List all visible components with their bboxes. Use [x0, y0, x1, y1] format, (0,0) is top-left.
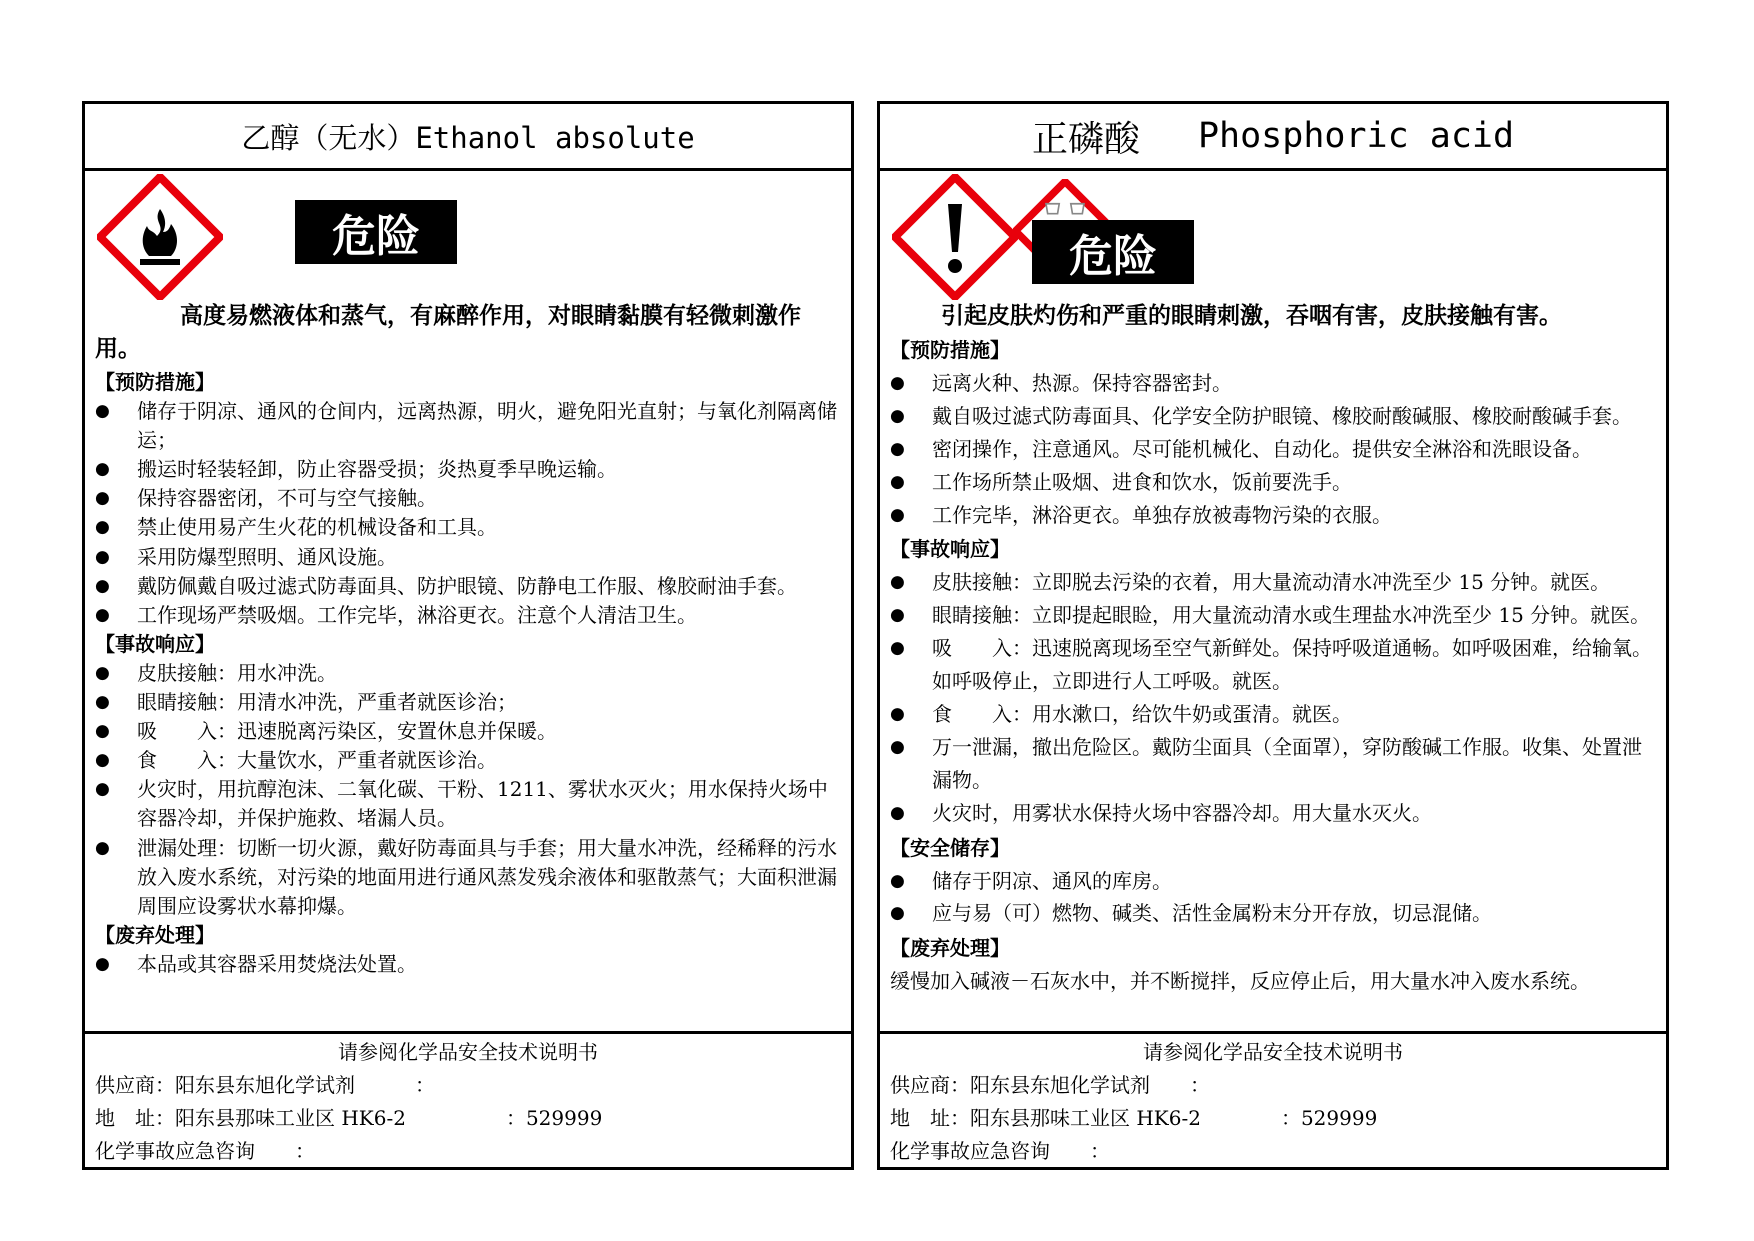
exclamation-icon [892, 174, 1018, 300]
list-item: ● 保持容器密闭，不可与空气接触。 [95, 486, 437, 511]
signal-word: 危险 [295, 200, 457, 264]
list-item: ● 眼睛接触：立即提起眼睑，用大量流动清水或生理盐水冲洗至少 15 分钟。就医。 [890, 603, 1651, 628]
signal-word: 危险 [1032, 220, 1194, 284]
section-title: 【安全储存】 [890, 835, 1010, 860]
list-item: ● 应与易（可）燃物、碱类、活性金属粉末分开存放，切忌混储。 [890, 901, 1492, 926]
phosphoric-acid-label [877, 101, 1669, 1170]
list-item: ● 远离火种、热源。保持容器密封。 [890, 370, 1232, 395]
list-item: ● 工作完毕，淋浴更衣。单独存放被毒物污染的衣服。 [890, 502, 1392, 527]
label-footer [85, 1031, 851, 1167]
disposal-text: 缓慢加入碱液－石灰水中，并不断搅拌，反应停止后，用大量水冲入废水系统。 [890, 969, 1590, 994]
section-title: 【废弃处理】 [95, 922, 215, 947]
section-title: 【事故响应】 [95, 631, 215, 656]
address-line: 地 址：阳东县那味工业区 HK6-2 ：529999 [890, 1106, 1378, 1130]
hazard-statement: 高度易燃液体和蒸气，有麻醉作用，对眼睛黏膜有轻微刺激作用。 [95, 303, 801, 362]
list-item: ● 泄漏处理：切断一切火源，戴好防毒面具与手套；用大量水冲洗，经稀释的污水放入废水系统，对污染的地面用进行通风蒸发残余液体和驱散蒸气；大面积泄漏周围应设雾状水幕抑爆。 [95, 835, 837, 918]
label-content [890, 300, 1660, 998]
list-item: ● 吸 入：迅速脱离污染区，安置休息并保暖。 [95, 719, 557, 744]
list-item: ● 禁止使用易产生火花的机械设备和工具。 [95, 515, 497, 540]
sds-reference: 请参阅化学品安全技术说明书 [338, 1040, 598, 1064]
list-item: ● 火灾时，用雾状水保持火场中容器冷却。用大量水灭火。 [890, 800, 1432, 825]
flame-icon [97, 174, 223, 300]
list-item: ● 食 入：用水漱口，给饮牛奶或蛋清。就医。 [890, 701, 1352, 726]
list-item: ● 工作现场严禁吸烟。工作完毕，淋浴更衣。注意个人清洁卫生。 [95, 602, 697, 627]
list-item: ● 戴防佩戴自吸过滤式防毒面具、防护眼镜、防静电工作服、橡胶耐油手套。 [95, 573, 797, 598]
hazard-statement: 引起皮肤灼伤和严重的眼睛刺激，吞咽有害，皮肤接触有害。 [941, 303, 1562, 329]
supplier-line: 供应商：阳东县东旭化学试剂 ： [890, 1073, 1210, 1097]
section-title: 【事故响应】 [890, 537, 1010, 562]
list-item: ● 眼睛接触：用清水冲洗，严重者就医诊治； [95, 690, 517, 715]
list-item: ● 食 入：大量饮水，严重者就医诊治。 [95, 748, 497, 773]
sds-reference: 请参阅化学品安全技术说明书 [1143, 1040, 1403, 1064]
list-item: ● 储存于阴凉、通风的库房。 [890, 868, 1172, 893]
list-item: ● 万一泄漏，撤出危险区。戴防尘面具（全面罩），穿防酸碱工作服。收集、处置泄漏物。 [890, 734, 1642, 792]
supplier-line: 供应商：阳东县东旭化学试剂 ： [95, 1073, 435, 1097]
section-title: 【废弃处理】 [890, 936, 1010, 961]
list-item: ● 储存于阴凉、通风的仓间内，远离热源，明火，避免阳光直射；与氧化剂隔离储运； [95, 399, 837, 453]
list-item: ● 搬运时轻装轻卸，防止容器受损；炎热夏季早晚运输。 [95, 457, 617, 482]
ethanol-label [82, 101, 854, 1170]
label-title [880, 104, 1666, 171]
label-footer [880, 1031, 1666, 1167]
label-content [95, 300, 845, 979]
title-cn: 正磷酸 [1031, 118, 1140, 160]
list-item: ● 皮肤接触：立即脱去污染的衣着，用大量流动清水冲洗至少 15 分钟。就医。 [890, 570, 1611, 595]
section-title: 【预防措施】 [890, 338, 1010, 362]
list-item: ● 密闭操作，注意通风。尽可能机械化、自动化。提供安全淋浴和洗眼设备。 [890, 436, 1592, 461]
list-item: ● 本品或其容器采用焚烧法处置。 [95, 951, 417, 976]
title-text: 乙醇（无水）Ethanol absolute [241, 120, 695, 155]
list-item: ● 吸 入：迅速脱离现场至空气新鲜处。保持呼吸道通畅。如呼吸困难，给输氧。如呼吸停止，立即进行人工呼吸。就医。 [890, 636, 1652, 694]
list-item: ● 火灾时，用抗醇泡沫、二氧化碳、干粉、1211、雾状水灭火；用水保持火场中容器冷却，并保护施救、堵漏人员。 [95, 777, 828, 831]
label-title [85, 104, 851, 171]
section-title: 【预防措施】 [95, 370, 215, 394]
emergency-line: 化学事故应急咨询 ： [95, 1139, 315, 1163]
title-en: Phosphoric acid [1197, 116, 1515, 156]
list-item: ● 皮肤接触：用水冲洗。 [95, 660, 337, 685]
address-line: 地 址：阳东县那味工业区 HK6-2 ：529999 [95, 1106, 603, 1130]
list-item: ● 工作场所禁止吸烟、进食和饮水，饭前要洗手。 [890, 469, 1352, 494]
list-item: ● 采用防爆型照明、通风设施。 [95, 544, 397, 569]
list-item: ● 戴自吸过滤式防毒面具、化学安全防护眼镜、橡胶耐酸碱服、橡胶耐酸碱手套。 [890, 403, 1632, 428]
emergency-line: 化学事故应急咨询 ： [890, 1139, 1110, 1163]
